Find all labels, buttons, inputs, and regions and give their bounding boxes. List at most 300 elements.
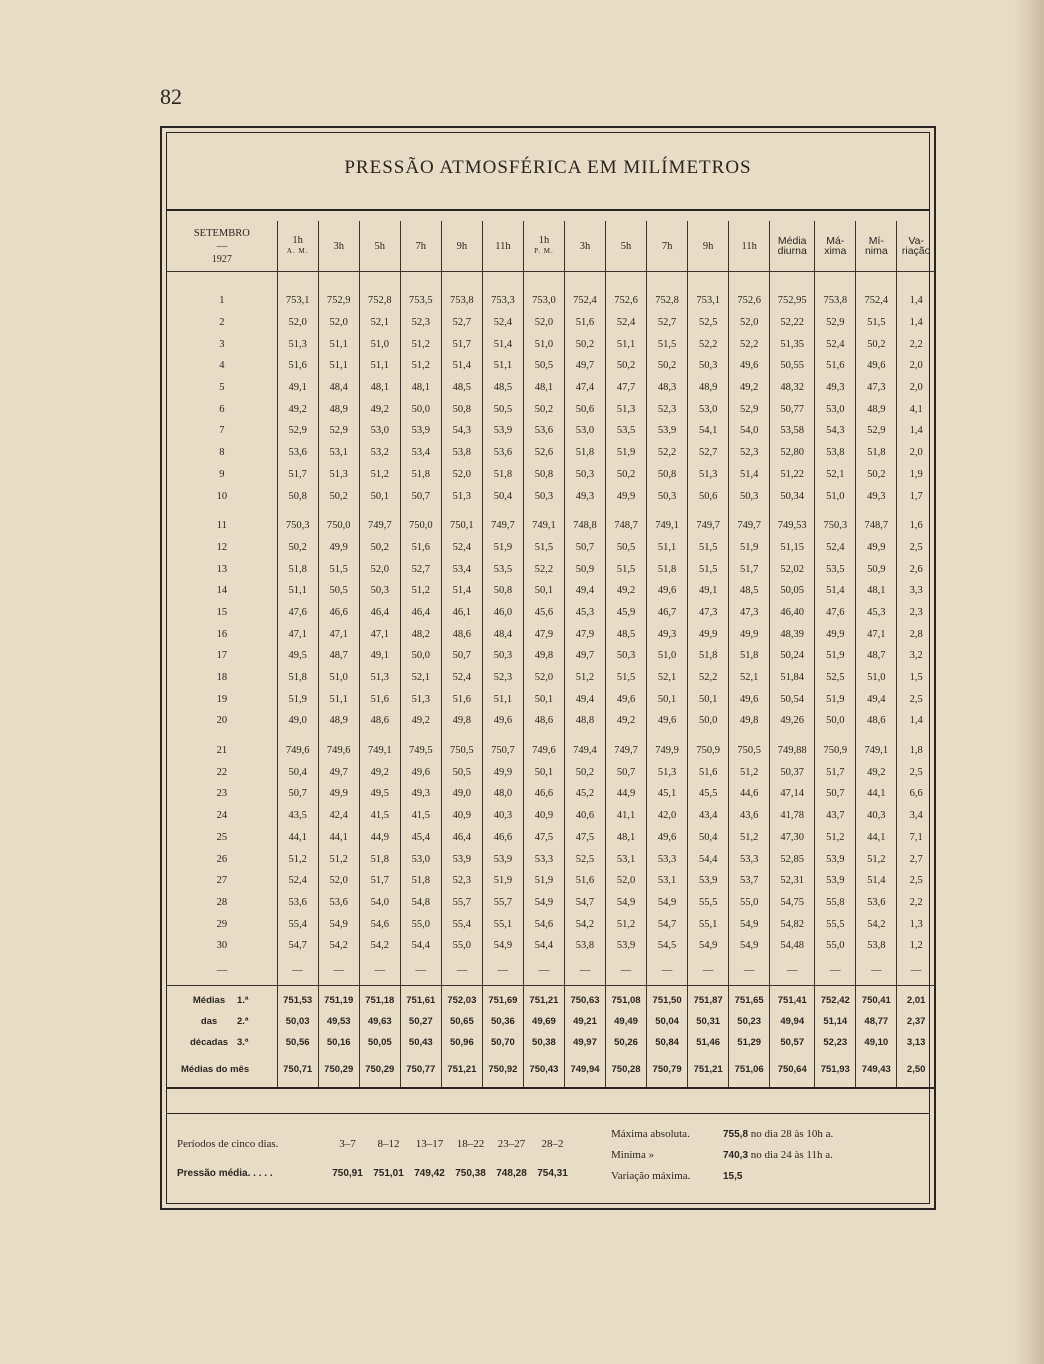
pressure-cell: 52,0 [729, 312, 770, 334]
hour-label: 3h [333, 240, 344, 252]
pressure-cell: 53,6 [523, 420, 564, 442]
pressure-table [167, 221, 935, 1089]
spacer-cell [318, 507, 359, 515]
pressure-cell: 52,1 [729, 667, 770, 689]
spacer-cell [318, 732, 359, 740]
pressure-cell: 2,3 [897, 602, 935, 624]
pressure-cell: 2,5 [897, 688, 935, 710]
pressure-cell: 50,8 [647, 464, 688, 486]
pressure-cell: 753,1 [277, 290, 318, 312]
table-row [167, 355, 935, 377]
pressure-cell: 43,4 [688, 805, 729, 827]
day-cell: 2 [219, 317, 225, 329]
pressure-cell: 49,2 [856, 761, 897, 783]
decade-number: 1.ª [237, 994, 249, 1006]
dash-cell: — [606, 957, 647, 986]
decade-mean-row [167, 1011, 935, 1032]
pressure-cell: 2,0 [897, 355, 935, 377]
max-absolute-note: no dia 28 às 10h a. [750, 1128, 834, 1140]
pressure-cell: 51,6 [815, 355, 856, 377]
spacer-cell [856, 732, 897, 740]
pressure-cell: 41,1 [606, 805, 647, 827]
periods-label: Períodos de cinco dias. [177, 1138, 279, 1150]
pressure-cell: 54,9 [647, 892, 688, 914]
table-row [167, 913, 935, 935]
pressure-cell: 51,8 [564, 442, 605, 464]
decade-number: 2.ª [237, 1015, 249, 1027]
table-row [167, 333, 935, 355]
pressure-cell: 52,9 [318, 420, 359, 442]
pressure-cell: 49,9 [815, 623, 856, 645]
pressure-cell: 44,1 [277, 827, 318, 849]
hour-label: 11h [495, 240, 511, 252]
spacer-cell [441, 507, 482, 515]
pressure-cell: 50,0 [400, 398, 441, 420]
hour-header [482, 221, 523, 272]
decade-mean-cell: 50,05 [359, 1032, 400, 1053]
pressure-cell: 51,1 [606, 333, 647, 355]
pressure-cell: 53,5 [606, 420, 647, 442]
decade-mean-cell: 50,36 [482, 1011, 523, 1032]
pressure-cell: 2,2 [897, 333, 935, 355]
hour-label: 9h [702, 240, 714, 252]
pressure-cell: 50,3 [606, 645, 647, 667]
table-body [167, 272, 935, 1088]
decade-mean-cell: 750,63 [564, 985, 605, 1011]
pressure-cell: 2,0 [897, 377, 935, 399]
pressure-cell: 40,9 [523, 805, 564, 827]
pressure-cell: 48,39 [770, 623, 815, 645]
pressure-cell: 49,9 [482, 761, 523, 783]
pressure-cell: 48,9 [318, 398, 359, 420]
pressure-cell: 51,5 [606, 667, 647, 689]
month-mean-cell: 750,43 [523, 1053, 564, 1088]
pressure-cell: 49,2 [359, 761, 400, 783]
min-absolute-value: 740,3 [723, 1150, 749, 1161]
pressure-cell: 49,3 [815, 377, 856, 399]
pressure-cell: 51,6 [564, 312, 605, 334]
pressure-cell: 54,7 [277, 935, 318, 957]
spacer-cell [564, 272, 605, 291]
table-row [167, 377, 935, 399]
spacer-cell [400, 507, 441, 515]
month-mean-cell: 750,77 [400, 1053, 441, 1088]
table-row [167, 688, 935, 710]
decade-mean-cell: 52,23 [815, 1032, 856, 1053]
pressure-cell: 750,5 [441, 740, 482, 762]
pressure-cell: 51,3 [359, 667, 400, 689]
max-header [815, 221, 856, 272]
month-mean-cell: 750,92 [482, 1053, 523, 1088]
pressure-cell: 43,6 [729, 805, 770, 827]
pressure-cell: 52,0 [523, 312, 564, 334]
pressure-cell: 52,3 [647, 398, 688, 420]
pressure-cell: 49,5 [359, 783, 400, 805]
dash-row [167, 957, 935, 986]
pressure-cell: 748,7 [606, 515, 647, 537]
decade-mean-label [167, 1032, 277, 1053]
pressure-cell: 47,9 [523, 623, 564, 645]
pressure-cell: 752,4 [856, 290, 897, 312]
pressure-cell: 51,5 [318, 558, 359, 580]
pressure-cell: 54,3 [441, 420, 482, 442]
pressure-cell: 51,1 [482, 688, 523, 710]
pressure-cell: 54,0 [729, 420, 770, 442]
decade-mean-cell: 49,97 [564, 1032, 605, 1053]
spacer-cell [167, 507, 277, 515]
pressure-cell: 43,7 [815, 805, 856, 827]
pressure-cell: 52,0 [277, 312, 318, 334]
pressure-cell: 54,75 [770, 892, 815, 914]
dash-cell: — [318, 957, 359, 986]
pressure-cell: 51,7 [729, 558, 770, 580]
pressure-cell: 53,3 [729, 848, 770, 870]
month-mean-cell: 750,29 [318, 1053, 359, 1088]
month-mean-cell: 750,28 [606, 1053, 647, 1088]
pressure-cell: 53,9 [815, 870, 856, 892]
day-cell: 30 [216, 940, 228, 952]
pressure-cell: 750,9 [688, 740, 729, 762]
pressure-cell: 53,8 [815, 442, 856, 464]
month-mean-cell: 751,93 [815, 1053, 856, 1088]
pressure-cell: 50,2 [564, 333, 605, 355]
pressure-cell: 40,6 [564, 805, 605, 827]
pressure-cell: 50,5 [441, 761, 482, 783]
pressure-cell: 749,7 [482, 515, 523, 537]
hour-label: 7h [661, 240, 673, 252]
decade-mean-cell: 50,43 [400, 1032, 441, 1053]
pressure-cell: 750,3 [815, 515, 856, 537]
pressure-cell: 48,8 [564, 710, 605, 732]
pressure-cell: 48,9 [318, 710, 359, 732]
spacer-cell [482, 272, 523, 291]
pressure-cell: 49,6 [647, 580, 688, 602]
pressure-cell: 51,2 [606, 913, 647, 935]
pressure-cell: 51,4 [482, 333, 523, 355]
pressure-cell: 3,3 [897, 580, 935, 602]
pressure-cell: 50,9 [564, 558, 605, 580]
pressure-cell: 51,6 [441, 688, 482, 710]
pressure-cell: 1,9 [897, 464, 935, 486]
table-row [167, 740, 935, 762]
pressure-cell: 53,2 [359, 442, 400, 464]
pressure-cell: 49,6 [647, 827, 688, 849]
pressure-cell: 51,2 [729, 827, 770, 849]
pressure-cell: 1,8 [897, 740, 935, 762]
decade-mean-cell: 49,53 [318, 1011, 359, 1032]
period: 18–22 [456, 1138, 485, 1150]
spacer-cell [688, 507, 729, 515]
pressure-cell: 54,8 [400, 892, 441, 914]
pressure-cell: 54,2 [564, 913, 605, 935]
pressure-cell: 45,2 [564, 783, 605, 805]
pressure-cell: 54,9 [318, 913, 359, 935]
pressure-cell: 51,6 [688, 761, 729, 783]
pressure-cell: 50,3 [482, 645, 523, 667]
day-cell: 25 [216, 831, 228, 843]
pressure-cell: 51,6 [277, 355, 318, 377]
decade-mean-cell: 50,65 [441, 1011, 482, 1032]
pressure-cell: 50,9 [856, 558, 897, 580]
max-header-line1: Má- [826, 235, 845, 247]
pressure-cell: 52,4 [606, 312, 647, 334]
min-absolute-note: no dia 24 às 11h a. [750, 1149, 833, 1161]
pressure-cell: 41,5 [400, 805, 441, 827]
spacer-cell [400, 732, 441, 740]
pressure-cell: 47,30 [770, 827, 815, 849]
pressure-cell: 50,6 [564, 398, 605, 420]
pressure-cell: 50,24 [770, 645, 815, 667]
pressure-cell: 54,9 [606, 892, 647, 914]
pressure-cell: 51,4 [441, 580, 482, 602]
dash-cell: — [359, 957, 400, 986]
decade-mean-cell: 751,18 [359, 985, 400, 1011]
ampm-label: A. M. [286, 247, 309, 255]
hour-header [647, 221, 688, 272]
pressure-cell: 51,9 [815, 688, 856, 710]
pressure-cell: 51,2 [400, 333, 441, 355]
pressure-cell: 51,8 [688, 645, 729, 667]
pressure-cell: 53,9 [441, 848, 482, 870]
decade-mean-cell: 751,21 [523, 985, 564, 1011]
pressure-cell: 2,5 [897, 761, 935, 783]
pressure-cell: 41,78 [770, 805, 815, 827]
pressure-cell: 53,9 [688, 870, 729, 892]
pressure-cell: 49,9 [606, 485, 647, 507]
day-cell: 11 [216, 520, 227, 532]
pressure-cell: 51,1 [359, 355, 400, 377]
pressure-cell: 53,6 [277, 892, 318, 914]
pressure-cell: 52,3 [729, 442, 770, 464]
pressure-cell: 50,2 [318, 485, 359, 507]
day-cell: 20 [216, 715, 228, 727]
decade-mean-cell: 751,53 [277, 985, 318, 1011]
pressure-cell: 50,8 [277, 485, 318, 507]
pressure-cell: 752,95 [770, 290, 815, 312]
hour-label: 1h [538, 235, 550, 246]
hour-header [523, 221, 564, 272]
pressure-cell: 2,6 [897, 558, 935, 580]
pressure-cell: 48,1 [400, 377, 441, 399]
dash-cell: — [647, 957, 688, 986]
pressure-cell: 51,8 [277, 558, 318, 580]
pressure-cell: 6,6 [897, 783, 935, 805]
pressure-cell: 51,3 [441, 485, 482, 507]
month-header [167, 221, 277, 272]
pressure-cell: 54,4 [400, 935, 441, 957]
pressure-cell: 51,0 [359, 333, 400, 355]
pressure-cell: 51,8 [856, 442, 897, 464]
spacer-cell [564, 732, 605, 740]
pressure-cell: 49,4 [856, 688, 897, 710]
dash-cell: — [815, 957, 856, 986]
pressure-cell: 51,1 [318, 688, 359, 710]
pressure-cell: 51,5 [606, 558, 647, 580]
pressure-cell: 53,6 [482, 442, 523, 464]
spacer-cell [564, 507, 605, 515]
pressure-cell: 44,1 [856, 827, 897, 849]
hour-header [606, 221, 647, 272]
decade-mean-cell: 752,03 [441, 985, 482, 1011]
dash-cell: — [482, 957, 523, 986]
pressure-cell: 49,6 [482, 710, 523, 732]
spacer-cell [688, 272, 729, 291]
decade-mean-cell: 751,61 [400, 985, 441, 1011]
pressure-cell: 53,0 [359, 420, 400, 442]
decade-gap-row [167, 507, 935, 515]
month-mean-cell: 749,94 [564, 1053, 605, 1088]
spacer-cell [400, 272, 441, 291]
pressure-cell: 753,1 [688, 290, 729, 312]
pressure-cell: 42,0 [647, 805, 688, 827]
pressure-cell: 54,0 [359, 892, 400, 914]
day-cell: 18 [216, 672, 228, 684]
pressure-cell: 53,0 [815, 398, 856, 420]
dash-cell: — [856, 957, 897, 986]
pressure-cell: 51,2 [400, 355, 441, 377]
pressure-cell: 51,3 [606, 398, 647, 420]
pressure-cell: 52,2 [729, 333, 770, 355]
decade-mean-cell: 50,26 [606, 1032, 647, 1053]
pressure-cell: 49,1 [359, 645, 400, 667]
pressure-cell: 52,5 [564, 848, 605, 870]
decade-mean-cell: 3,13 [897, 1032, 935, 1053]
pressure-cell: 51,5 [647, 333, 688, 355]
decade-mean-cell: 50,04 [647, 1011, 688, 1032]
pressure-cell: 50,7 [564, 537, 605, 559]
pressure-cell: 52,0 [318, 312, 359, 334]
pressure-cell: 53,0 [400, 848, 441, 870]
min-header-line1: Mí- [868, 235, 884, 247]
pressure-cell: 749,1 [647, 515, 688, 537]
pressure-cell: 52,4 [482, 312, 523, 334]
pressure-cell: 749,6 [318, 740, 359, 762]
pressure-cell: 51,0 [523, 333, 564, 355]
pressure-cell: 51,5 [688, 537, 729, 559]
pressure-cell: 52,4 [815, 537, 856, 559]
pressure-cell: 53,6 [856, 892, 897, 914]
table-row [167, 667, 935, 689]
pressure-cell: 44,9 [606, 783, 647, 805]
hour-label: 9h [456, 240, 468, 252]
dash-cell: — [688, 957, 729, 986]
pressure-cell: 749,7 [729, 515, 770, 537]
table-row [167, 805, 935, 827]
pressure-cell: 50,1 [523, 761, 564, 783]
pressure-cell: 752,6 [606, 290, 647, 312]
pressure-cell: 53,6 [277, 442, 318, 464]
period: 3–7 [339, 1138, 356, 1150]
pressure-cell: 55,1 [688, 913, 729, 935]
decade-mean-cell: 751,69 [482, 985, 523, 1011]
pressure-mean: 750,91 [332, 1168, 363, 1179]
pressure-cell: 50,77 [770, 398, 815, 420]
decade-mean-cell: 751,08 [606, 985, 647, 1011]
day-cell: 21 [216, 745, 228, 757]
pressure-cell: 752,4 [564, 290, 605, 312]
table-row [167, 710, 935, 732]
pressure-cell: 48,1 [856, 580, 897, 602]
pressure-cell: 753,8 [441, 290, 482, 312]
decade-mean-cell: 50,31 [688, 1011, 729, 1032]
pressure-cell: 1,6 [897, 515, 935, 537]
pressure-cell: 51,0 [647, 645, 688, 667]
decade-mean-cell: 50,03 [277, 1011, 318, 1032]
dash-cell: — [400, 957, 441, 986]
hour-header [729, 221, 770, 272]
pressure-cell: 52,02 [770, 558, 815, 580]
pressure-cell: 2,0 [897, 442, 935, 464]
pressure-cell: 49,8 [523, 645, 564, 667]
pressure-cell: 46,40 [770, 602, 815, 624]
pressure-cell: 51,0 [856, 667, 897, 689]
pressure-cell: 50,8 [482, 580, 523, 602]
pressure-cell: 51,2 [815, 827, 856, 849]
pressure-cell: 47,3 [688, 602, 729, 624]
pressure-cell: 51,0 [815, 485, 856, 507]
pressure-cell: 48,2 [400, 623, 441, 645]
decade-mean-cell: 50,23 [729, 1011, 770, 1032]
pressure-cell: 52,85 [770, 848, 815, 870]
month-mean-cell: 750,79 [647, 1053, 688, 1088]
table-row [167, 515, 935, 537]
pressure-cell: 50,2 [606, 464, 647, 486]
day-cell: 29 [216, 918, 228, 930]
pressure-cell: 49,9 [688, 623, 729, 645]
pressure-cell: 53,9 [647, 420, 688, 442]
pressure-cell: 51,4 [441, 355, 482, 377]
max-variation-label: Variação máxima. [611, 1170, 691, 1182]
pressure-cell: 40,3 [856, 805, 897, 827]
pressure-cell: 48,1 [359, 377, 400, 399]
table-row [167, 420, 935, 442]
pressure-cell: 49,6 [856, 355, 897, 377]
pressure-cell: 48,5 [441, 377, 482, 399]
pressure-cell: 44,1 [318, 827, 359, 849]
decade-mean-cell: 50,96 [441, 1032, 482, 1053]
day-cell: 3 [219, 338, 225, 350]
pressure-cell: 53,8 [441, 442, 482, 464]
pressure-cell: 51,4 [729, 464, 770, 486]
pressure-cell: 48,1 [523, 377, 564, 399]
pressure-cell: 3,2 [897, 645, 935, 667]
spacer-cell [606, 732, 647, 740]
month-mean-cell: 750,64 [770, 1053, 815, 1088]
pressure-cell: 50,5 [482, 398, 523, 420]
pressure-cell: 750,3 [277, 515, 318, 537]
pressure-cell: 50,2 [523, 398, 564, 420]
pressure-cell: 54,7 [647, 913, 688, 935]
pressure-cell: 749,4 [564, 740, 605, 762]
hour-label: 11h [741, 240, 757, 252]
table-title: PRESSÃO ATMOSFÉRICA EM MILÍMETROS [344, 157, 752, 178]
pressure-cell: 53,8 [564, 935, 605, 957]
pressure-cell: 50,34 [770, 485, 815, 507]
month-mean-cell: 751,21 [441, 1053, 482, 1088]
min-absolute-label: Minima » [611, 1149, 655, 1161]
pressure-cell: 53,9 [482, 420, 523, 442]
day-cell: 27 [216, 875, 228, 887]
pressure-cell: 51,8 [359, 848, 400, 870]
month-mean-cell: 749,43 [856, 1053, 897, 1088]
pressure-cell: 49,5 [277, 645, 318, 667]
table-row [167, 537, 935, 559]
spacer-cell [729, 732, 770, 740]
spacer-cell [441, 732, 482, 740]
pressure-cell: 53,9 [606, 935, 647, 957]
pressure-cell: 50,2 [277, 537, 318, 559]
spacer-cell [647, 732, 688, 740]
